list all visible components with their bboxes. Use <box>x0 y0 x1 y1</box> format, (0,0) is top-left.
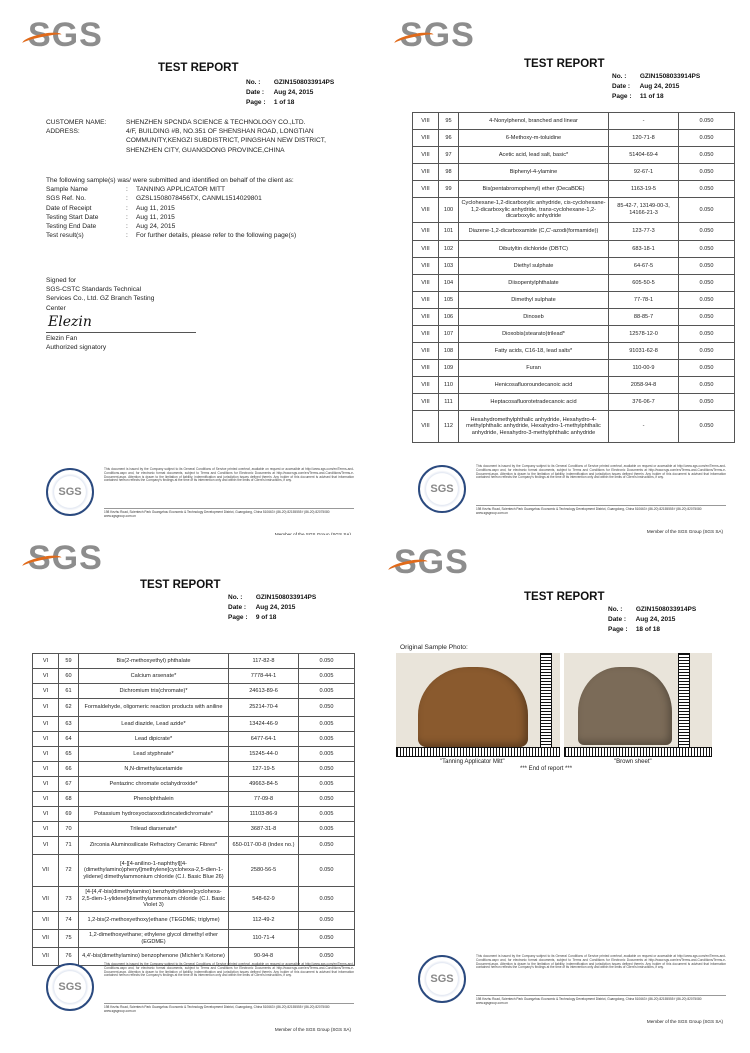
sgs-stamp-icon: SGS <box>46 963 94 1011</box>
table-cell: VIII <box>413 275 439 292</box>
table-cell: 97 <box>439 147 459 164</box>
table-cell: 96 <box>439 130 459 147</box>
table-cell: Calcium arsenate* <box>79 669 229 684</box>
table-cell: 64-67-5 <box>609 258 679 275</box>
table-cell: N,N-dimethylacetamide <box>79 762 229 777</box>
table-row <box>33 855 355 887</box>
table-cell: VII <box>33 887 59 912</box>
table-cell: 75 <box>59 930 79 948</box>
table-cell: VIII <box>413 326 439 343</box>
table-cell: 66 <box>59 762 79 777</box>
table-cell: VIII <box>413 377 439 394</box>
table-cell: 4,4'-bis(dimethylamino) benzophenone (Michler's Ketone) <box>79 948 229 966</box>
table-cell: 650-017-00-8 (Index no.) <box>229 837 299 855</box>
table-row <box>413 326 735 343</box>
table-cell: 91031-62-8 <box>609 343 679 360</box>
table-cell: Dinoseb <box>459 309 609 326</box>
table-row <box>33 762 355 777</box>
table-cell: 110-00-9 <box>609 360 679 377</box>
table-cell: 0.050 <box>679 164 735 181</box>
table-cell: 65 <box>59 747 79 762</box>
report-meta: No. : GZIN1508033914PS Date : Aug 24, 2015 Page : 9 of 18 <box>228 594 317 621</box>
page-footer <box>390 955 735 1045</box>
table-cell: 60 <box>59 669 79 684</box>
table-cell: 99 <box>439 181 459 198</box>
table-cell: Lead diazide, Lead azide* <box>79 717 229 732</box>
table-row <box>413 292 735 309</box>
fine-print: This document is issued by the Company subject to its General Conditions of Service printed overleaf, available on request or accessible at http://www.sgs.com/en/Terms-and-Conditions.aspx and, for electronic format documents, subject to Terms and Conditions for Electronic Documents at http://www.sgs.com/en/Terms-and-Conditions/Terms-e-Document.aspx. Attention is drawn to the limitation of liability, indemnification and jurisdiction issues defined therein. Any holder of this document is advised that information contained hereon reflects the Company's findings at the time of its intervention only and within the limits of Client's instructions, if any. <box>104 962 354 978</box>
table-cell: 6-Methoxy-m-toluidine <box>459 130 609 147</box>
table-cell: Fatty acids, C16-18, lead salts* <box>459 343 609 360</box>
table-cell: VII <box>33 948 59 966</box>
table-cell: 117-82-8 <box>229 654 299 669</box>
table-cell: Acetic acid, lead salt, basic* <box>459 147 609 164</box>
table-cell: 0.005 <box>299 807 355 822</box>
table-cell: 0.050 <box>679 181 735 198</box>
table-cell: 0.050 <box>679 343 735 360</box>
table-row <box>413 360 735 377</box>
caption-sheet: "Brown sheet" <box>614 759 652 765</box>
table-row <box>413 377 735 394</box>
table-cell: 77-09-8 <box>229 792 299 807</box>
table-cell: 71 <box>59 837 79 855</box>
ruler-horizontal <box>396 747 560 757</box>
table-row <box>413 164 735 181</box>
table-cell: 77-78-1 <box>609 292 679 309</box>
table-row <box>33 887 355 912</box>
sheet-photo <box>564 653 712 757</box>
table-cell: 0.050 <box>299 792 355 807</box>
table-cell: 64 <box>59 732 79 747</box>
table-cell: 7778-44-1 <box>229 669 299 684</box>
table-cell: VIII <box>413 394 439 411</box>
table-cell: 0.005 <box>299 732 355 747</box>
table-cell: 12578-12-0 <box>609 326 679 343</box>
table-cell: 62 <box>59 699 79 717</box>
report-page-11 <box>390 10 735 534</box>
table-row <box>33 699 355 717</box>
table-cell: Diethyl sulphate <box>459 258 609 275</box>
table-cell: 0.005 <box>299 684 355 699</box>
fine-print: This document is issued by the Company subject to its General Conditions of Service printed overleaf, available on request or accessible at http://www.sgs.com/en/Terms-and-Conditions.aspx and, for electronic format documents, subject to Terms and Conditions for Electronic Documents at http://www.sgs.com/en/Terms-and-Conditions/Terms-e-Document.aspx. Attention is drawn to the limitation of liability, indemnification and jurisdiction issues defined therein. Any holder of this document is advised that information contained hereon reflects the Company's findings at the time of its intervention only and within the limits of Client's instructions, if any. <box>476 954 726 970</box>
table-cell: VI <box>33 684 59 699</box>
sgs-stamp-icon: SGS <box>418 465 466 513</box>
table-row <box>33 912 355 930</box>
table-cell: VI <box>33 837 59 855</box>
table-cell: 112-49-2 <box>229 912 299 930</box>
table-cell: 0.050 <box>299 699 355 717</box>
sgs-logo: SGS <box>394 543 469 582</box>
table-cell: Furan <box>459 360 609 377</box>
signature: Elezin <box>48 314 92 330</box>
table-row <box>413 394 735 411</box>
brown-sheet-image <box>578 667 672 745</box>
table-cell: 0.050 <box>299 887 355 912</box>
table-cell: Bis(pentabromophenyl) ether (DecaBDE) <box>459 181 609 198</box>
table-cell: VIII <box>413 113 439 130</box>
results-table <box>32 653 355 966</box>
sgs-logo: SGS <box>400 16 475 55</box>
table-cell: 90-94-8 <box>229 948 299 966</box>
table-row <box>413 343 735 360</box>
table-cell: 0.050 <box>679 113 735 130</box>
table-cell: 0.005 <box>299 717 355 732</box>
table-cell: 376-06-7 <box>609 394 679 411</box>
table-cell: 2058-94-8 <box>609 377 679 394</box>
table-row <box>413 130 735 147</box>
member-text: Member of the SGS Group (SGS SA) <box>646 1019 723 1024</box>
table-cell: VIII <box>413 292 439 309</box>
table-cell: VII <box>33 930 59 948</box>
table-cell: 15245-44-0 <box>229 747 299 762</box>
table-cell: 0.050 <box>679 309 735 326</box>
table-cell: 24613-89-6 <box>229 684 299 699</box>
table-cell: Heptacosafluorotetradecanoic acid <box>459 394 609 411</box>
table-cell: 0.005 <box>299 669 355 684</box>
table-cell: 108 <box>439 343 459 360</box>
table-row <box>33 792 355 807</box>
table-cell: 0.050 <box>679 394 735 411</box>
table-cell: 59 <box>59 654 79 669</box>
table-cell: 70 <box>59 822 79 837</box>
table-row <box>413 411 735 443</box>
table-cell: Biphenyl-4-ylamine <box>459 164 609 181</box>
mitt-image <box>418 667 528 747</box>
caption-mitt: "Tanning Applicator Mitt" <box>440 759 505 765</box>
table-cell: 109 <box>439 360 459 377</box>
end-of-report: *** End of report *** <box>520 766 573 772</box>
sgs-logo: SGS <box>28 16 103 55</box>
table-row <box>33 717 355 732</box>
table-cell: VIII <box>413 258 439 275</box>
table-cell: Phenolphthalein <box>79 792 229 807</box>
table-cell: 0.005 <box>299 822 355 837</box>
fine-print: This document is issued by the Company subject to its General Conditions of Service printed overleaf, available on request or accessible at http://www.sgs.com/en/Terms-and-Conditions.aspx and, for electronic format documents, subject to Terms and Conditions for Electronic Documents at http://www.sgs.com/en/Terms-and-Conditions/Terms-e-Document.aspx. Attention is drawn to the limitation of liability, indemnification and jurisdiction issues defined therein. Any holder of this document is advised that information contained hereon reflects the Company's findings at the time of its intervention only and within the limits of Client's instructions, if any. <box>104 467 354 483</box>
table-cell: 95 <box>439 113 459 130</box>
member-text: Member of the SGS Group (SGS SA) <box>646 529 723 534</box>
table-row <box>413 223 735 241</box>
table-cell: Dibutyltin dichloride (DBTC) <box>459 241 609 258</box>
table-cell: 0.050 <box>679 326 735 343</box>
table-cell: 101 <box>439 223 459 241</box>
table-cell: 106 <box>439 309 459 326</box>
table-cell: 683-18-1 <box>609 241 679 258</box>
table-cell: 548-62-9 <box>229 887 299 912</box>
table-cell: 0.050 <box>299 654 355 669</box>
mitt-photo <box>396 653 560 757</box>
table-cell: 112 <box>439 411 459 443</box>
table-cell: [4-[4,4'-bis(dimethylamino) benzhydrylidene]cyclohexa-2,5-dien-1-ylidene]dimethylammonium chloride (C.I. Basic Violet 3) <box>79 887 229 912</box>
table-cell: Formaldehyde, oligomeric reaction products with aniline <box>79 699 229 717</box>
ruler-horizontal <box>564 747 712 757</box>
footer-address: 198 Kezhu Road, Scientech Park Guangzhou Economic & Technology Development District, Guangdong, China 510663 t (86-20) 82155555 f (86-20) 82075080 www.sgsgroup.com.cn <box>476 995 726 1005</box>
ruler-vertical <box>540 653 552 749</box>
table-cell: 0.050 <box>679 275 735 292</box>
footer-address: 198 Kezhu Road, Scientech Park Guangzhou Economic & Technology Development District, Guangdong, China 510663 t (86-20) 82155555 f (86-20) 82075080 www.sgsgroup.com.cn <box>476 505 726 515</box>
table-cell: 1163-19-5 <box>609 181 679 198</box>
table-cell: VIII <box>413 411 439 443</box>
table-cell: VI <box>33 777 59 792</box>
table-cell: VIII <box>413 343 439 360</box>
report-meta: No. : GZIN1508033914PS Date : Aug 24, 2015 Page : 11 of 18 <box>612 73 701 100</box>
table-cell: VI <box>33 699 59 717</box>
table-cell: 0.050 <box>679 198 735 223</box>
table-cell: VI <box>33 732 59 747</box>
footer-address: 198 Kezhu Road, Scientech Park Guangzhou Economic & Technology Development District, Guangdong, China 510663 t (86-20) 82155555 f (86-20) 82075080 www.sgsgroup.com.cn <box>104 1003 354 1013</box>
table-cell: 49663-84-5 <box>229 777 299 792</box>
table-cell: 88-85-7 <box>609 309 679 326</box>
table-cell: VII <box>33 912 59 930</box>
table-cell: 98 <box>439 164 459 181</box>
table-cell: VI <box>33 654 59 669</box>
signer: Elezin Fan Authorized signatory <box>46 332 196 352</box>
results-table <box>412 112 735 443</box>
table-cell: VIII <box>413 198 439 223</box>
table-cell: 605-50-5 <box>609 275 679 292</box>
table-row <box>33 669 355 684</box>
table-cell: 67 <box>59 777 79 792</box>
table-cell: 76 <box>59 948 79 966</box>
photo-label: Original Sample Photo: <box>400 644 468 651</box>
table-cell: 0.050 <box>679 411 735 443</box>
table-row <box>33 732 355 747</box>
table-cell: 0.050 <box>299 762 355 777</box>
table-cell: 3687-31-8 <box>229 822 299 837</box>
table-row <box>33 654 355 669</box>
table-cell: Potassium hydroxyoctaoxodizincatedichromate* <box>79 807 229 822</box>
table-cell: 0.050 <box>679 292 735 309</box>
table-cell: 110-71-4 <box>229 930 299 948</box>
table-cell: 73 <box>59 887 79 912</box>
sgs-logo: SGS <box>28 539 103 578</box>
report-meta: No. : GZIN1508033914PS Date : Aug 24, 2015 Page : 18 of 18 <box>608 606 697 633</box>
table-row <box>413 258 735 275</box>
table-row <box>413 147 735 164</box>
table-cell: 6477-64-1 <box>229 732 299 747</box>
table-cell: 105 <box>439 292 459 309</box>
report-title: TEST REPORT <box>524 58 605 70</box>
table-cell: VI <box>33 762 59 777</box>
customer-block: CUSTOMER NAME: SHENZHEN SPCNDA SCIENCE & TECHNOLOGY CO.,LTD. ADDRESS: 4/F, BUILDING #B, NO.351 OF SHENSHAN ROAD, LONGTIAN COMMUNITY,KENGZI SUBDISTRICT, PINGSHAN NEW DISTRICT, SHENZHEN CITY, GUANGDONG PROVINCE,CHINA <box>46 119 326 154</box>
report-page-9 <box>18 535 363 1050</box>
report-title: TEST REPORT <box>158 62 239 74</box>
table-cell: [4-[[4-anilino-1-naphthyl][4-(dimethylamino)phenyl]methylene]cyclohexa-2,5-dien-1-ylidene] dimethylammonium chloride (C.I. Basic Blue 26) <box>79 855 229 887</box>
member-text: Member of the SGS Group (SGS SA) <box>274 1027 351 1032</box>
table-cell: VI <box>33 747 59 762</box>
table-cell: 104 <box>439 275 459 292</box>
table-cell: 2580-56-5 <box>229 855 299 887</box>
table-cell: VIII <box>413 181 439 198</box>
table-cell: 74 <box>59 912 79 930</box>
report-title: TEST REPORT <box>140 579 221 591</box>
table-cell: VII <box>33 855 59 887</box>
table-cell: 92-67-1 <box>609 164 679 181</box>
table-cell: 100 <box>439 198 459 223</box>
table-cell: VIII <box>413 147 439 164</box>
table-cell: 103 <box>439 258 459 275</box>
table-cell: Dichromium tris(chromate)* <box>79 684 229 699</box>
table-cell: VIII <box>413 223 439 241</box>
table-cell: VIII <box>413 164 439 181</box>
table-cell: 63 <box>59 717 79 732</box>
report-title: TEST REPORT <box>524 591 605 603</box>
table-cell: 1,2-bis(2-methoxyethoxy)ethane (TEGDME; triglyme) <box>79 912 229 930</box>
table-cell: VI <box>33 807 59 822</box>
ruler-vertical <box>678 653 690 749</box>
table-cell: Dimethyl sulphate <box>459 292 609 309</box>
table-cell: 51404-69-4 <box>609 147 679 164</box>
table-cell: 68 <box>59 792 79 807</box>
report-meta: No. : GZIN1508033914PS Date : Aug 24, 2015 Page : 1 of 18 <box>246 79 335 106</box>
table-cell: Lead dipicrate* <box>79 732 229 747</box>
table-row <box>33 684 355 699</box>
table-cell: 0.050 <box>299 837 355 855</box>
table-cell: 120-71-8 <box>609 130 679 147</box>
report-page-18 <box>390 535 735 1050</box>
table-cell: 61 <box>59 684 79 699</box>
table-cell: VI <box>33 717 59 732</box>
sgs-stamp-icon: SGS <box>418 955 466 1003</box>
table-cell: VI <box>33 669 59 684</box>
table-cell: 123-77-3 <box>609 223 679 241</box>
table-cell: 0.050 <box>679 377 735 394</box>
table-cell: Dioxobis(stearato)trilead* <box>459 326 609 343</box>
sample-block: The following sample(s) was/ were submitted and identified on behalf of the client as: Sample Name : TANNING APPLICATOR MITT SGS Ref. No. : GZSL1508078456TX, CANML1514029801 Date of Receipt : Aug 11, 2015 Testing Start Date : Aug 11, 2015 Testing End Date : Aug 24, 2015 Test result(s) : For further details, please refer to the following page(s) <box>46 177 297 240</box>
table-row <box>33 747 355 762</box>
table-row <box>33 837 355 855</box>
table-cell: 11103-86-9 <box>229 807 299 822</box>
table-cell: 72 <box>59 855 79 887</box>
table-cell: 0.050 <box>299 948 355 966</box>
table-cell: Pentazinc chromate octahydroxide* <box>79 777 229 792</box>
table-cell: Diazene-1,2-dicarboxamide (C,C'-azodi(formamide)) <box>459 223 609 241</box>
table-cell: VIII <box>413 241 439 258</box>
table-cell: 0.050 <box>299 855 355 887</box>
table-row <box>33 822 355 837</box>
table-cell: 25214-70-4 <box>229 699 299 717</box>
table-cell: 1,2-dimethoxyethane; ethylene glycol dimethyl ether (EGDME) <box>79 930 229 948</box>
table-cell: 0.005 <box>299 777 355 792</box>
fine-print: This document is issued by the Company subject to its General Conditions of Service printed overleaf, available on request or accessible at http://www.sgs.com/en/Terms-and-Conditions.aspx and, for electronic format documents, subject to Terms and Conditions for Electronic Documents at http://www.sgs.com/en/Terms-and-Conditions/Terms-e-Document.aspx. Attention is drawn to the limitation of liability, indemnification and jurisdiction issues defined therein. Any holder of this document is advised that information contained hereon reflects the Company's findings at the time of its intervention only and within the limits of Client's instructions, if any. <box>476 464 726 480</box>
table-cell: - <box>609 411 679 443</box>
table-row <box>413 241 735 258</box>
table-row <box>413 198 735 223</box>
page-footer <box>18 963 363 1053</box>
table-row <box>33 807 355 822</box>
sgs-stamp-icon: SGS <box>46 468 94 516</box>
table-cell: 111 <box>439 394 459 411</box>
table-cell: 102 <box>439 241 459 258</box>
table-cell: 107 <box>439 326 459 343</box>
table-cell: VI <box>33 822 59 837</box>
table-cell: 13424-46-9 <box>229 717 299 732</box>
report-page-1 <box>18 10 363 525</box>
table-cell: 85-42-7, 13149-00-3, 14166-21-3 <box>609 198 679 223</box>
table-cell: Henicosafluoroundecanoic acid <box>459 377 609 394</box>
table-row <box>33 777 355 792</box>
table-cell: Diisopentylphthalate <box>459 275 609 292</box>
table-cell: 0.050 <box>679 130 735 147</box>
table-row <box>413 275 735 292</box>
table-cell: VIII <box>413 130 439 147</box>
signed-block: Signed for SGS-CSTC Standards Technical Services Co., Ltd. GZ Branch Testing Center <box>46 277 155 312</box>
table-cell: Bis(2-methoxyethyl) phthalate <box>79 654 229 669</box>
table-cell: Hexahydromethylphthalic anhydride, Hexahydro-4-methylphthalic anhydride, Hexahydro-1-methylphthalic anhydride, Hexahydro-3-methylphthalic anhydride <box>459 411 609 443</box>
table-cell: 4-Nonylphenol, branched and linear <box>459 113 609 130</box>
table-cell: 0.050 <box>299 930 355 948</box>
table-cell: 0.050 <box>679 147 735 164</box>
table-cell: Cyclohexane-1,2-dicarboxylic anhydride, cis-cyclohexane-1,2-dicarboxylic anhydride, trans-cyclohexane-1,2-dicarboxylic anhydride <box>459 198 609 223</box>
table-cell: Lead styphnate* <box>79 747 229 762</box>
table-cell: 0.050 <box>679 360 735 377</box>
table-cell: 0.050 <box>679 241 735 258</box>
table-cell: Trilead diarsenate* <box>79 822 229 837</box>
table-cell: VIII <box>413 309 439 326</box>
table-cell: 69 <box>59 807 79 822</box>
footer-address: 198 Kezhu Road, Scientech Park Guangzhou Economic & Technology Development District, Guangdong, China 510663 t (86-20) 82155555 f (86-20) 82075080 www.sgsgroup.com.cn <box>104 508 354 518</box>
table-cell: - <box>609 113 679 130</box>
table-cell: 0.050 <box>299 912 355 930</box>
table-cell: VI <box>33 792 59 807</box>
table-cell: 0.050 <box>679 258 735 275</box>
table-cell: 127-19-5 <box>229 762 299 777</box>
table-row <box>413 181 735 198</box>
table-cell: VIII <box>413 360 439 377</box>
table-cell: 110 <box>439 377 459 394</box>
table-row <box>413 113 735 130</box>
table-cell: 0.050 <box>679 223 735 241</box>
table-row <box>413 309 735 326</box>
table-cell: 0.005 <box>299 747 355 762</box>
table-cell: Zirconia Aluminosilicate Refractory Ceramic Fibres* <box>79 837 229 855</box>
table-row <box>33 930 355 948</box>
